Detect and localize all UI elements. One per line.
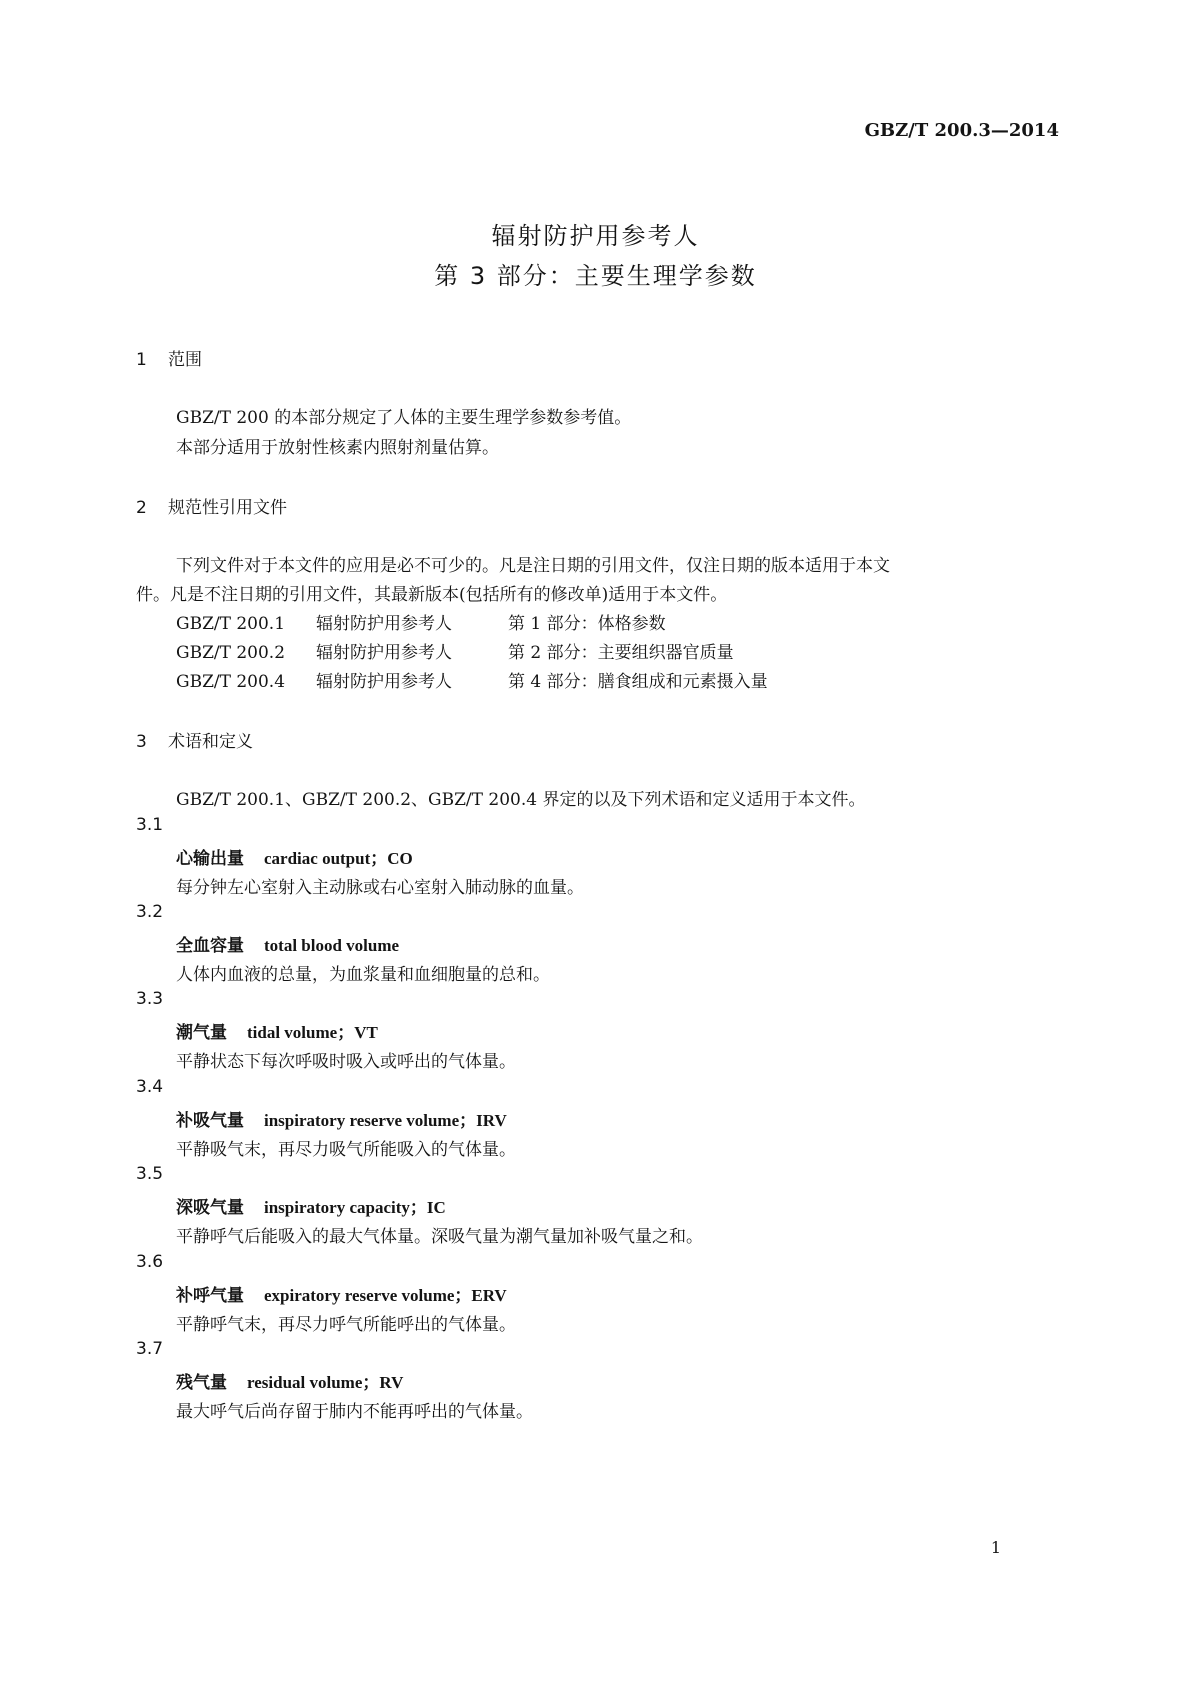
standard-code: GBZ/T 200.3—2014: [864, 120, 1059, 141]
term-definition: 平静吸气末，再尽力吸气所能吸入的气体量。: [176, 1140, 516, 1160]
paragraph: GBZ/T 200.1、GBZ/T 200.2、GBZ/T 200.4 界定的以及下列术语和定义适用于本文件。: [176, 790, 866, 810]
document-title: 辐射防护用参考人: [491, 222, 700, 250]
term-zh: 深吸气量: [176, 1198, 244, 1218]
clause-number: 3.5: [136, 1164, 164, 1184]
reference-part: 第 1 部分：体格参数: [508, 614, 666, 634]
reference-item: [176, 638, 734, 663]
term-entry: [176, 1281, 507, 1306]
reference-title: 辐射防护用参考人: [316, 614, 452, 634]
term-entry: [176, 1193, 446, 1218]
term-zh: 潮气量: [176, 1023, 227, 1043]
clause-number: 3.3: [136, 989, 164, 1009]
term-entry: [176, 1368, 403, 1393]
section-title: 范围: [168, 350, 202, 370]
term-definition: 平静呼气后能吸入的最大气体量。深吸气量为潮气量加补吸气量之和。: [176, 1227, 703, 1247]
term-en: residual volume；RV: [247, 1373, 404, 1392]
paragraph: 本部分适用于放射性核素内照射剂量估算。: [176, 438, 499, 458]
reference-code: GBZ/T 200.2: [176, 643, 286, 663]
term-zh: 补吸气量: [176, 1111, 244, 1131]
clause-number: 3.4: [136, 1077, 164, 1097]
section-title: 规范性引用文件: [168, 498, 287, 518]
term-entry: [176, 931, 399, 956]
reference-item: [176, 667, 768, 692]
term-definition: 最大呼气后尚存留于肺内不能再呼出的气体量。: [176, 1402, 533, 1422]
section-heading-normative-references: [136, 493, 287, 518]
term-en: cardiac output；CO: [264, 849, 413, 868]
term-definition: 每分钟左心室射入主动脉或右心室射入肺动脉的血量。: [176, 878, 584, 898]
page-number: 1: [990, 1538, 1001, 1557]
term-definition: 平静状态下每次呼吸时吸入或呼出的气体量。: [176, 1052, 516, 1072]
term-en: inspiratory reserve volume；IRV: [264, 1111, 507, 1130]
term-zh: 补呼气量: [176, 1286, 244, 1306]
term-entry: [176, 844, 413, 869]
clause-number: 3.7: [136, 1339, 164, 1359]
term-definition: 人体内血液的总量，为血浆量和血细胞量的总和。: [176, 965, 550, 985]
term-entry: [176, 1018, 378, 1043]
reference-part: 第 2 部分：主要组织器官质量: [508, 643, 734, 663]
term-zh: 心输出量: [176, 849, 244, 869]
paragraph: 下列文件对于本文件的应用是必不可少的。凡是注日期的引用文件，仅注日期的版本适用于本文: [176, 556, 890, 576]
reference-title: 辐射防护用参考人: [316, 643, 452, 663]
section-number: 1: [136, 350, 147, 370]
clause-number: 3.6: [136, 1252, 164, 1272]
document-subtitle: 第 3 部分：主要生理学参数: [434, 262, 757, 290]
term-en: tidal volume；VT: [247, 1023, 378, 1042]
term-definition: 平静呼气末，再尽力呼气所能呼出的气体量。: [176, 1315, 516, 1335]
paragraph-continuation: 件。凡是不注日期的引用文件，其最新版本(包括所有的修改单)适用于本文件。: [136, 585, 728, 605]
section-number: 3: [136, 732, 147, 752]
term-zh: 全血容量: [176, 936, 244, 956]
term-zh: 残气量: [176, 1373, 227, 1393]
term-en: total blood volume: [264, 936, 400, 955]
term-en: inspiratory capacity；IC: [264, 1198, 446, 1217]
clause-number: 3.2: [136, 902, 164, 922]
section-title: 术语和定义: [168, 732, 253, 752]
reference-part: 第 4 部分：膳食组成和元素摄入量: [508, 672, 768, 692]
reference-title: 辐射防护用参考人: [316, 672, 452, 692]
reference-item: [176, 609, 666, 634]
section-number: 2: [136, 498, 147, 518]
section-heading-terms-and-definitions: [136, 727, 253, 752]
term-en: expiratory reserve volume；ERV: [264, 1286, 507, 1305]
section-heading-scope: [136, 345, 202, 370]
paragraph: GBZ/T 200 的本部分规定了人体的主要生理学参数参考值。: [176, 408, 632, 428]
clause-number: 3.1: [136, 815, 164, 835]
reference-code: GBZ/T 200.4: [176, 672, 286, 692]
term-entry: [176, 1106, 507, 1131]
reference-code: GBZ/T 200.1: [176, 614, 286, 634]
